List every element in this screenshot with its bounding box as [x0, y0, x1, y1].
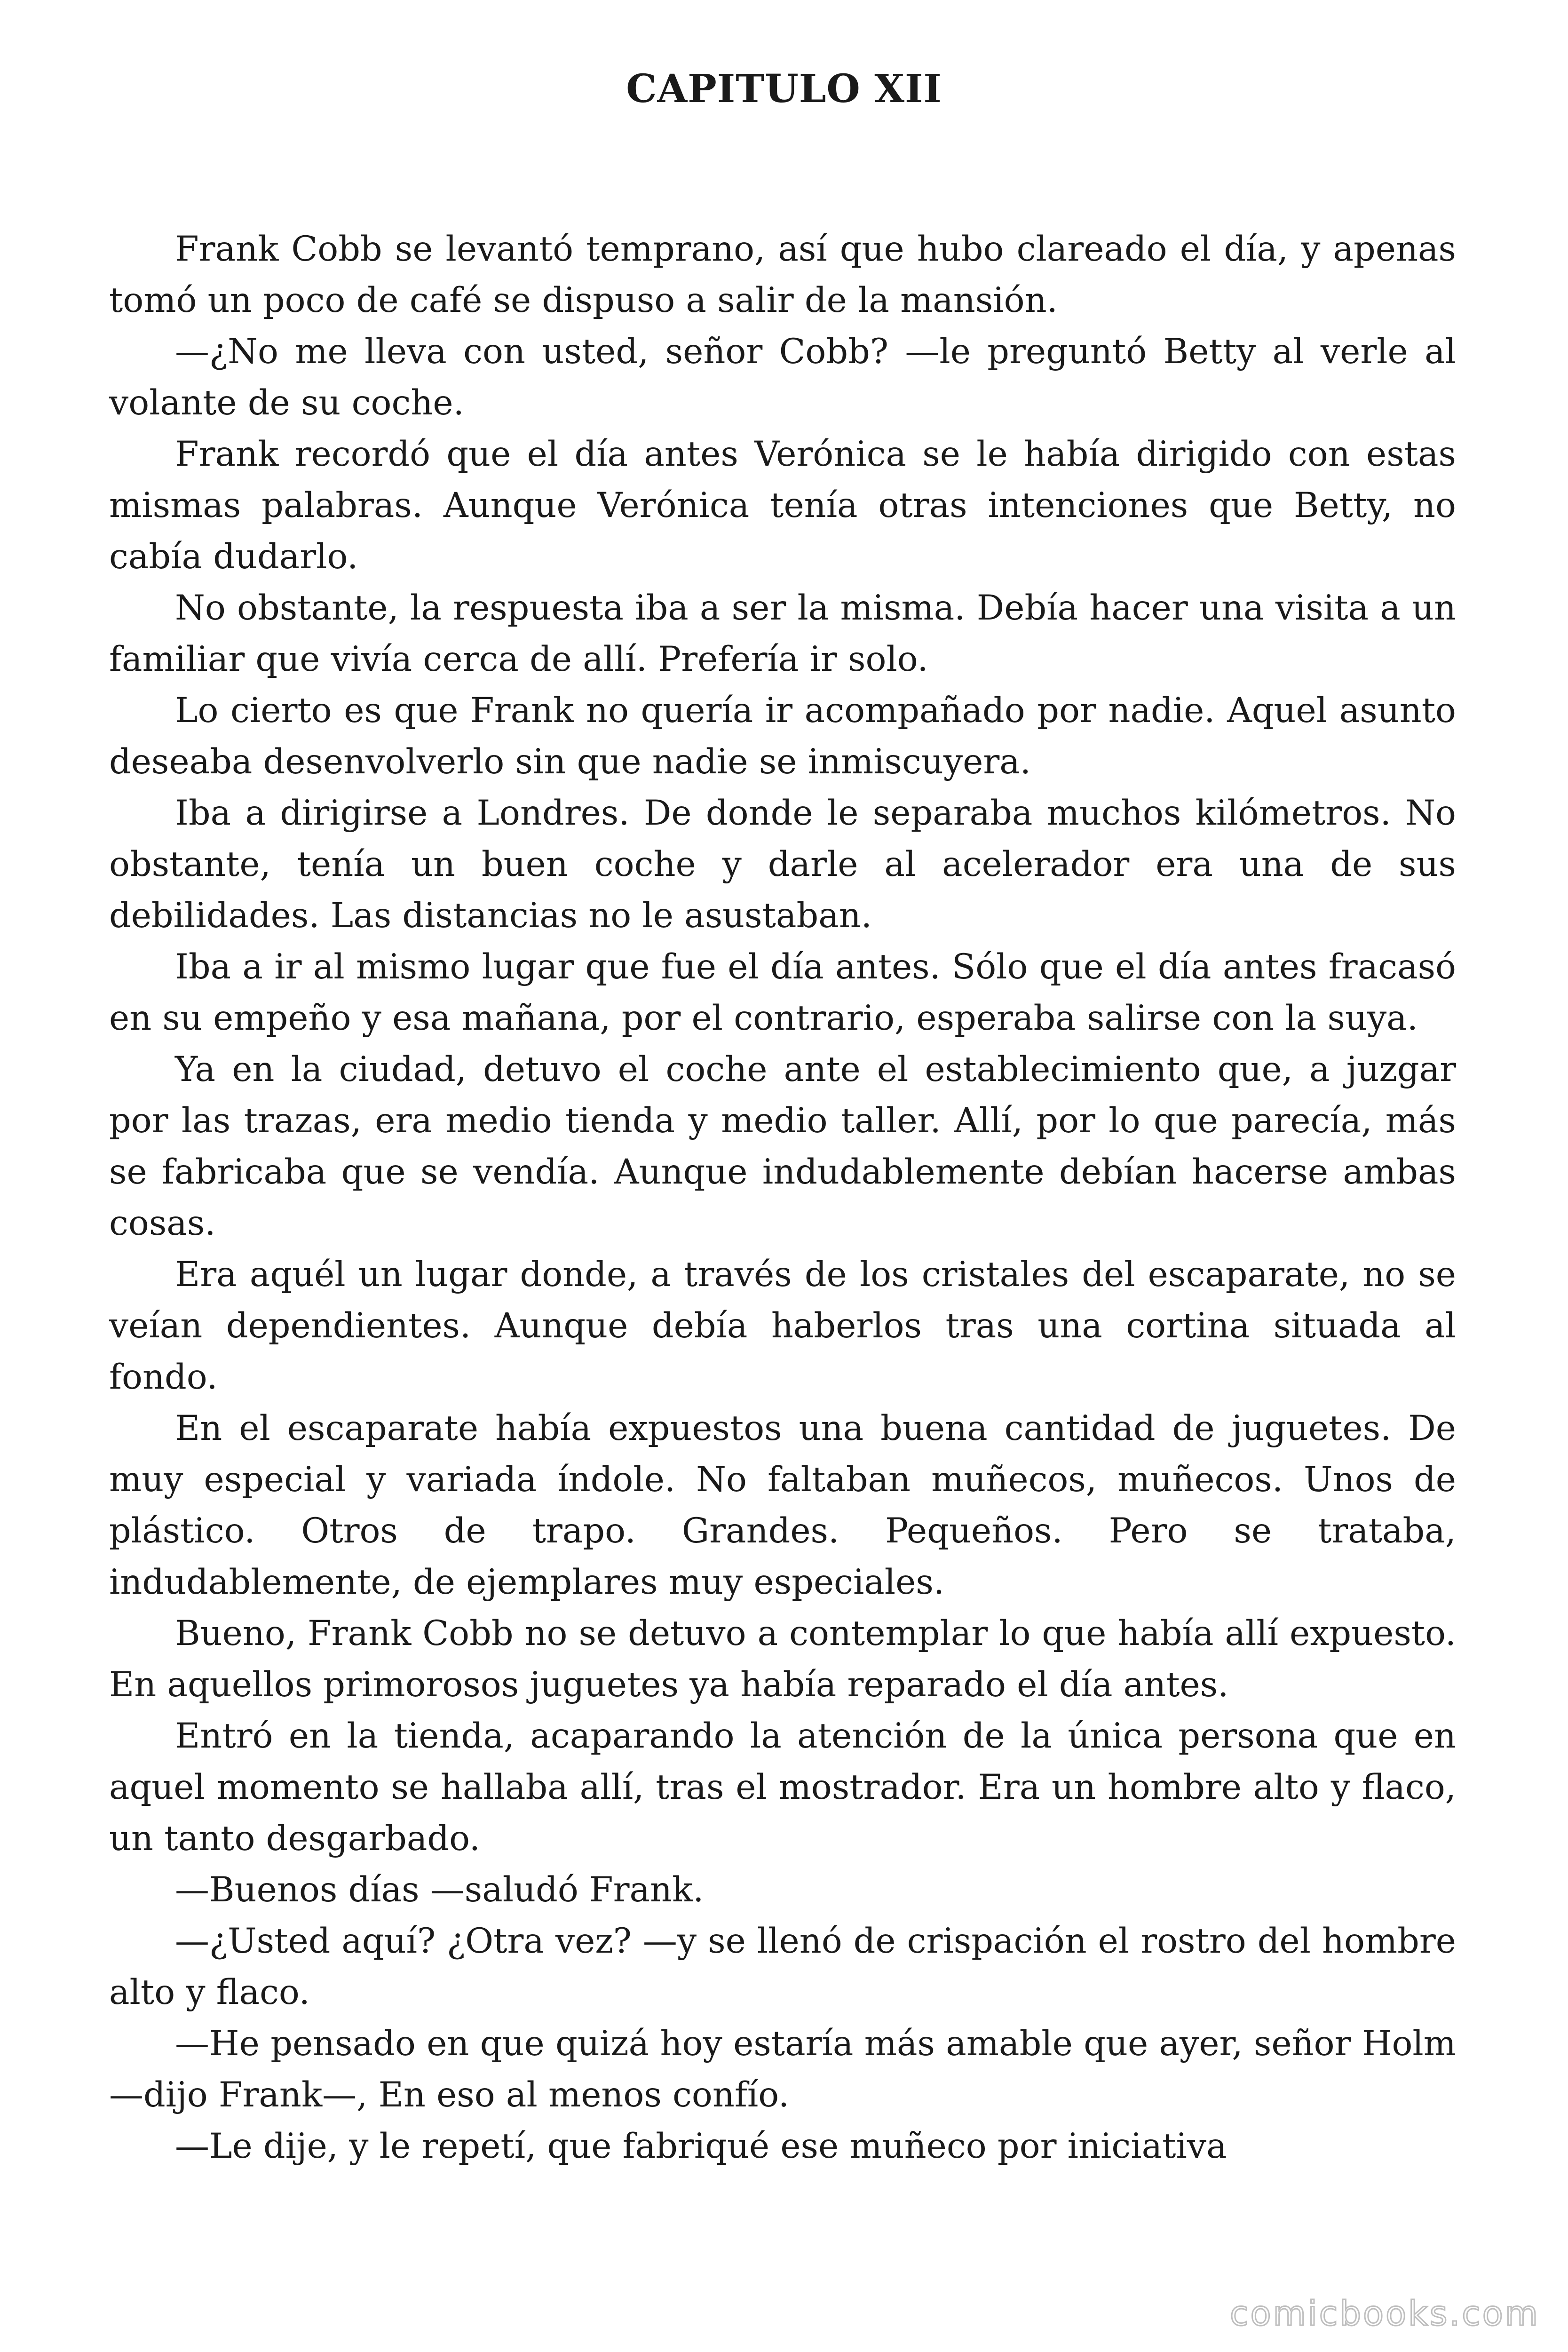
paragraph: Entró en la tienda, acaparando la atención de la única persona que en aquel momento se hallaba allí, tras el mostrador. Era un hombre alto y flaco, un tanto desgarbado.: [109, 1716, 1456, 1859]
paragraph: Frank Cobb se levantó temprano, así que hubo clareado el día, y apenas tomó un poco de café se dispuso a salir de la mansión.: [109, 229, 1456, 320]
paragraph: Lo cierto es que Frank no quería ir acompañado por nadie. Aquel asunto deseaba desenvolverlo sin que nadie se inmiscuyera.: [109, 691, 1456, 782]
paragraph: Iba a dirigirse a Londres. De donde le separaba muchos kilómetros. No obstante, tenía un buen coche y darle al acelerador era una de sus debilidades. Las distancias no le asustaban.: [109, 793, 1456, 936]
paragraph: Bueno, Frank Cobb no se detuvo a contemplar lo que había allí expuesto. En aquellos primorosos juguetes ya había reparado el día antes.: [109, 1613, 1456, 1705]
paragraph: —He pensado en que quizá hoy estaría más amable que ayer, señor Holm —dijo Frank—, En eso al menos confío.: [109, 2024, 1456, 2115]
paragraph: Iba a ir al mismo lugar que fue el día antes. Sólo que el día antes fracasó en su empeño y esa mañana, por el contrario, esperaba salirse con la suya.: [109, 947, 1456, 1038]
paragraph: —Buenos días —saludó Frank.: [175, 1870, 704, 1910]
paragraph: —¿Usted aquí? ¿Otra vez? —y se llenó de crispación el rostro del hombre alto y flaco.: [109, 1921, 1456, 2012]
paragraph: Ya en la ciudad, detuvo el coche ante el establecimiento que, a juzgar por las trazas, era medio tienda y medio taller. Allí, por lo que parecía, más se fabricaba que se vendía. Aunque indudablemente debían hacerse ambas cosas.: [109, 1049, 1456, 1243]
paragraph: Frank recordó que el día antes Verónica se le había dirigido con estas mismas palabras. Aunque Verónica tenía otras intenciones que Betty, no cabía dudarlo.: [109, 434, 1456, 577]
chapter-body: [109, 223, 1456, 2172]
paragraph: —¿No me lleva con usted, señor Cobb? —le preguntó Betty al verle al volante de su coche.: [109, 332, 1456, 423]
chapter-title: CAPITULO XII: [626, 66, 942, 111]
paragraph: En el escaparate había expuestos una buena cantidad de juguetes. De muy especial y variada índole. No faltaban muñecos, muñecos. Unos de plástico. Otros de trapo. Grandes. Pequeños. Pero se trataba, indudablemente, de ejemplares muy especiales.: [109, 1408, 1456, 1602]
paragraph: No obstante, la respuesta iba a ser la misma. Debía hacer una visita a un familiar que vivía cerca de allí. Prefería ir solo.: [109, 588, 1456, 679]
paragraph: —Le dije, y le repetí, que fabriqué ese muñeco por iniciativa: [175, 2126, 1227, 2166]
watermark: comicbooks.com: [1229, 2294, 1540, 2333]
paragraph: Era aquél un lugar donde, a través de los cristales del escaparate, no se veían dependientes. Aunque debía haberlos tras una cortina situada al fondo.: [109, 1255, 1456, 1397]
